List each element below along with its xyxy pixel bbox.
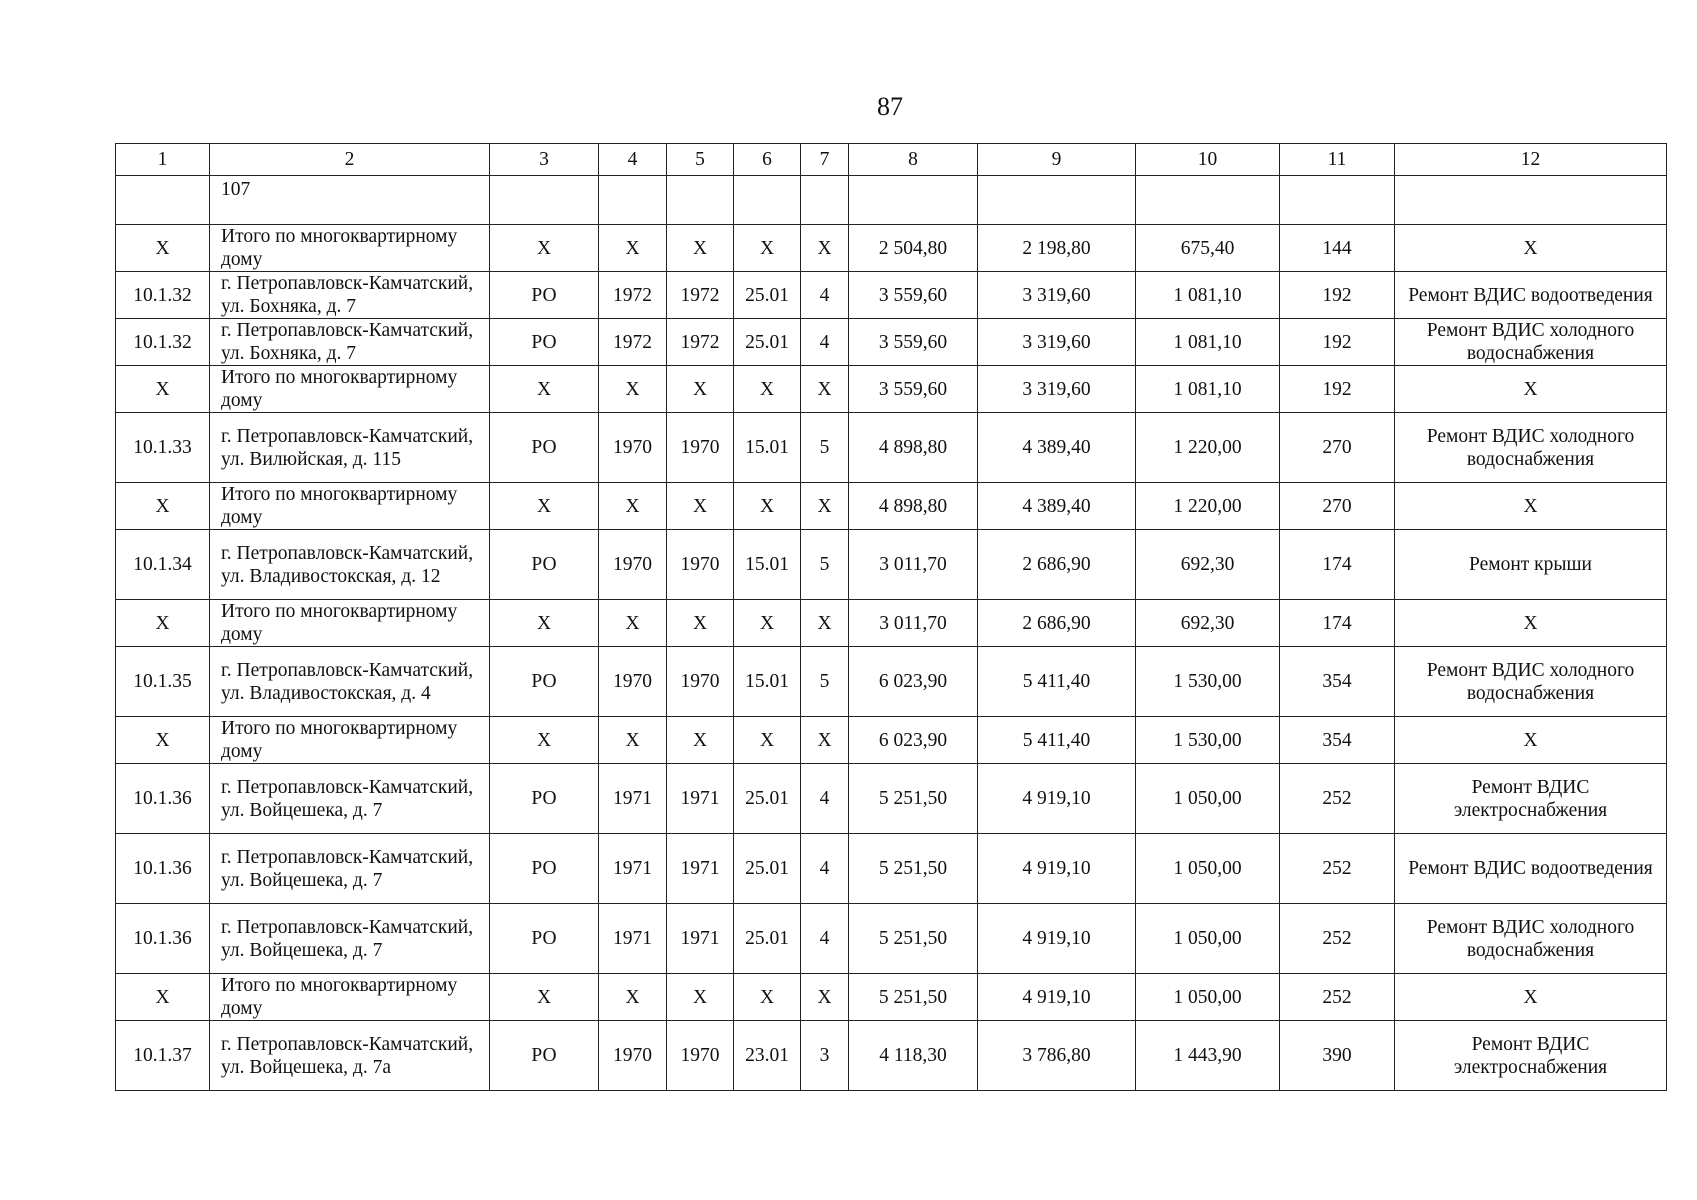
floors-cell: Х bbox=[801, 974, 849, 1021]
living-area-cell: 4 919,10 bbox=[978, 904, 1136, 974]
address-cell: г. Петропавловск-Камчатский, ул. Владивостокская, д. 4 bbox=[210, 647, 490, 717]
wall-material-cell: Х bbox=[734, 225, 801, 272]
table-row bbox=[116, 764, 1667, 834]
item-number-cell: 10.1.33 bbox=[116, 413, 210, 483]
nonresidential-area-cell: 1 081,10 bbox=[1136, 319, 1280, 366]
build-year-cell: Х bbox=[599, 225, 667, 272]
total-area-cell: 3 559,60 bbox=[849, 272, 978, 319]
floors-cell: 4 bbox=[801, 764, 849, 834]
table-row bbox=[116, 647, 1667, 717]
column-number: 11 bbox=[1280, 144, 1395, 176]
nonresidential-area-cell: 1 081,10 bbox=[1136, 366, 1280, 413]
nonresidential-area-cell: 1 220,00 bbox=[1136, 413, 1280, 483]
build-year-cell: Х bbox=[599, 366, 667, 413]
wall-material-cell: 15.01 bbox=[734, 413, 801, 483]
total-area-cell: 4 898,80 bbox=[849, 483, 978, 530]
wall-material-cell: 15.01 bbox=[734, 647, 801, 717]
repair-type-cell: Ремонт ВДИС водоотведения bbox=[1395, 834, 1667, 904]
commission-year-cell: 1970 bbox=[667, 413, 734, 483]
address-cell: г. Петропавловск-Камчатский, ул. Войцешека, д. 7 bbox=[210, 834, 490, 904]
total-area-cell: 6 023,90 bbox=[849, 647, 978, 717]
method-cell: Х bbox=[490, 717, 599, 764]
nonresidential-area-cell: 1 050,00 bbox=[1136, 974, 1280, 1021]
wall-material-cell: 25.01 bbox=[734, 272, 801, 319]
table-row bbox=[116, 1021, 1667, 1091]
wall-material-cell: Х bbox=[734, 717, 801, 764]
commission-year-cell: Х bbox=[667, 974, 734, 1021]
repair-type-cell: Ремонт ВДИС водоотведения bbox=[1395, 272, 1667, 319]
wall-material-cell: 25.01 bbox=[734, 834, 801, 904]
floors-cell: Х bbox=[801, 600, 849, 647]
item-number-cell: 10.1.36 bbox=[116, 764, 210, 834]
address-cell: г. Петропавловск-Камчатский, ул. Вилюйская, д. 115 bbox=[210, 413, 490, 483]
build-year-cell: Х bbox=[599, 600, 667, 647]
residents-cell: 174 bbox=[1280, 530, 1395, 600]
repair-type-cell: Ремонт ВДИС электроснабжения bbox=[1395, 764, 1667, 834]
column-number: 9 bbox=[978, 144, 1136, 176]
continued-row bbox=[116, 176, 1667, 225]
total-area-cell: 5 251,50 bbox=[849, 834, 978, 904]
commission-year-cell: Х bbox=[667, 717, 734, 764]
floors-cell: Х bbox=[801, 366, 849, 413]
column-number: 3 bbox=[490, 144, 599, 176]
method-cell: Х bbox=[490, 366, 599, 413]
residents-cell: 192 bbox=[1280, 272, 1395, 319]
residents-cell: 252 bbox=[1280, 974, 1395, 1021]
repair-type-cell: Х bbox=[1395, 717, 1667, 764]
column-number: 1 bbox=[116, 144, 210, 176]
total-area-cell: 4 118,30 bbox=[849, 1021, 978, 1091]
address-cell: г. Петропавловск-Камчатский, ул. Бохняка, д. 7 bbox=[210, 319, 490, 366]
wall-material-cell: 25.01 bbox=[734, 319, 801, 366]
total-area-cell: 3 559,60 bbox=[849, 319, 978, 366]
item-number-cell: Х bbox=[116, 717, 210, 764]
commission-year-cell: 1970 bbox=[667, 647, 734, 717]
floors-cell: 4 bbox=[801, 319, 849, 366]
build-year-cell: 1971 bbox=[599, 834, 667, 904]
build-year-cell: 1972 bbox=[599, 272, 667, 319]
method-cell: РО bbox=[490, 272, 599, 319]
nonresidential-area-cell: 1 530,00 bbox=[1136, 647, 1280, 717]
total-area-cell: 3 559,60 bbox=[849, 366, 978, 413]
residents-cell: 354 bbox=[1280, 647, 1395, 717]
build-year-cell: 1971 bbox=[599, 764, 667, 834]
wall-material-cell: 23.01 bbox=[734, 1021, 801, 1091]
empty-cell bbox=[1395, 176, 1667, 225]
subtotal-row bbox=[116, 974, 1667, 1021]
method-cell: РО bbox=[490, 319, 599, 366]
item-number-cell: 10.1.34 bbox=[116, 530, 210, 600]
repair-type-cell: Ремонт ВДИС холодного водоснабжения bbox=[1395, 647, 1667, 717]
commission-year-cell: 1970 bbox=[667, 530, 734, 600]
floors-cell: 4 bbox=[801, 272, 849, 319]
wall-material-cell: 25.01 bbox=[734, 764, 801, 834]
table-row bbox=[116, 834, 1667, 904]
method-cell: РО bbox=[490, 413, 599, 483]
floors-cell: 5 bbox=[801, 647, 849, 717]
total-area-cell: 5 251,50 bbox=[849, 904, 978, 974]
empty-cell bbox=[849, 176, 978, 225]
address-cell: Итого по многоквартирному дому bbox=[210, 483, 490, 530]
build-year-cell: 1972 bbox=[599, 319, 667, 366]
repair-type-cell: Х bbox=[1395, 483, 1667, 530]
wall-material-cell: Х bbox=[734, 600, 801, 647]
method-cell: РО bbox=[490, 764, 599, 834]
column-number: 7 bbox=[801, 144, 849, 176]
repair-type-cell: Ремонт ВДИС холодного водоснабжения bbox=[1395, 319, 1667, 366]
commission-year-cell: 1972 bbox=[667, 319, 734, 366]
repair-type-cell: Х bbox=[1395, 225, 1667, 272]
table-row bbox=[116, 904, 1667, 974]
build-year-cell: 1970 bbox=[599, 413, 667, 483]
address-cell: г. Петропавловск-Камчатский, ул. Войцешека, д. 7 bbox=[210, 764, 490, 834]
residents-cell: 192 bbox=[1280, 366, 1395, 413]
total-area-cell: 2 504,80 bbox=[849, 225, 978, 272]
living-area-cell: 3 786,80 bbox=[978, 1021, 1136, 1091]
residents-cell: 390 bbox=[1280, 1021, 1395, 1091]
living-area-cell: 2 686,90 bbox=[978, 530, 1136, 600]
item-number-cell: 10.1.32 bbox=[116, 319, 210, 366]
wall-material-cell: Х bbox=[734, 974, 801, 1021]
floors-cell: Х bbox=[801, 717, 849, 764]
nonresidential-area-cell: 1 530,00 bbox=[1136, 717, 1280, 764]
repair-type-cell: Ремонт крыши bbox=[1395, 530, 1667, 600]
living-area-cell: 4 919,10 bbox=[978, 834, 1136, 904]
total-area-cell: 3 011,70 bbox=[849, 600, 978, 647]
nonresidential-area-cell: 1 050,00 bbox=[1136, 764, 1280, 834]
nonresidential-area-cell: 692,30 bbox=[1136, 600, 1280, 647]
build-year-cell: 1970 bbox=[599, 647, 667, 717]
repair-type-cell: Ремонт ВДИС холодного водоснабжения bbox=[1395, 904, 1667, 974]
table-row bbox=[116, 530, 1667, 600]
living-area-cell: 3 319,60 bbox=[978, 272, 1136, 319]
nonresidential-area-cell: 1 081,10 bbox=[1136, 272, 1280, 319]
subtotal-row bbox=[116, 366, 1667, 413]
commission-year-cell: 1971 bbox=[667, 834, 734, 904]
living-area-cell: 2 198,80 bbox=[978, 225, 1136, 272]
commission-year-cell: 1971 bbox=[667, 764, 734, 834]
commission-year-cell: 1970 bbox=[667, 1021, 734, 1091]
floors-cell: 5 bbox=[801, 413, 849, 483]
living-area-cell: 5 411,40 bbox=[978, 717, 1136, 764]
residents-cell: 270 bbox=[1280, 413, 1395, 483]
address-cell: г. Петропавловск-Камчатский, ул. Владивостокская, д. 12 bbox=[210, 530, 490, 600]
floors-cell: 4 bbox=[801, 904, 849, 974]
subtotal-row bbox=[116, 600, 1667, 647]
residents-cell: 252 bbox=[1280, 904, 1395, 974]
address-cell: г. Петропавловск-Камчатский, ул. Войцешека, д. 7а bbox=[210, 1021, 490, 1091]
living-area-cell: 4 919,10 bbox=[978, 764, 1136, 834]
column-number: 6 bbox=[734, 144, 801, 176]
method-cell: РО bbox=[490, 904, 599, 974]
build-year-cell: Х bbox=[599, 717, 667, 764]
residents-cell: 144 bbox=[1280, 225, 1395, 272]
address-cell: г. Петропавловск-Камчатский, ул. Бохняка, д. 7 bbox=[210, 272, 490, 319]
address-cell: Итого по многоквартирному дому bbox=[210, 717, 490, 764]
nonresidential-area-cell: 675,40 bbox=[1136, 225, 1280, 272]
column-number: 8 bbox=[849, 144, 978, 176]
repair-type-cell: Х bbox=[1395, 366, 1667, 413]
total-area-cell: 3 011,70 bbox=[849, 530, 978, 600]
method-cell: Х bbox=[490, 483, 599, 530]
method-cell: РО bbox=[490, 647, 599, 717]
column-number-row bbox=[116, 144, 1667, 176]
total-area-cell: 5 251,50 bbox=[849, 764, 978, 834]
subtotal-row bbox=[116, 225, 1667, 272]
method-cell: РО bbox=[490, 530, 599, 600]
residents-cell: 252 bbox=[1280, 834, 1395, 904]
item-number-cell: Х bbox=[116, 483, 210, 530]
table-row bbox=[116, 413, 1667, 483]
method-cell: Х bbox=[490, 974, 599, 1021]
build-year-cell: 1971 bbox=[599, 904, 667, 974]
residents-cell: 174 bbox=[1280, 600, 1395, 647]
build-year-cell: 1970 bbox=[599, 530, 667, 600]
total-area-cell: 6 023,90 bbox=[849, 717, 978, 764]
living-area-cell: 5 411,40 bbox=[978, 647, 1136, 717]
empty-cell bbox=[490, 176, 599, 225]
living-area-cell: 3 319,60 bbox=[978, 319, 1136, 366]
residents-cell: 192 bbox=[1280, 319, 1395, 366]
living-area-cell: 4 389,40 bbox=[978, 483, 1136, 530]
nonresidential-area-cell: 692,30 bbox=[1136, 530, 1280, 600]
item-number-cell: Х bbox=[116, 974, 210, 1021]
build-year-cell: Х bbox=[599, 974, 667, 1021]
column-number: 12 bbox=[1395, 144, 1667, 176]
living-area-cell: 4 919,10 bbox=[978, 974, 1136, 1021]
commission-year-cell: 1971 bbox=[667, 904, 734, 974]
floors-cell: 3 bbox=[801, 1021, 849, 1091]
build-year-cell: Х bbox=[599, 483, 667, 530]
method-cell: Х bbox=[490, 225, 599, 272]
item-number-cell: 10.1.37 bbox=[116, 1021, 210, 1091]
residents-cell: 270 bbox=[1280, 483, 1395, 530]
address-cell: г. Петропавловск-Камчатский, ул. Войцешека, д. 7 bbox=[210, 904, 490, 974]
address-cell: Итого по многоквартирному дому bbox=[210, 974, 490, 1021]
residents-cell: 252 bbox=[1280, 764, 1395, 834]
living-area-cell: 4 389,40 bbox=[978, 413, 1136, 483]
item-number-cell: Х bbox=[116, 225, 210, 272]
nonresidential-area-cell: 1 443,90 bbox=[1136, 1021, 1280, 1091]
empty-cell bbox=[667, 176, 734, 225]
item-number-cell: 10.1.36 bbox=[116, 904, 210, 974]
empty-cell bbox=[734, 176, 801, 225]
method-cell: Х bbox=[490, 600, 599, 647]
subtotal-row bbox=[116, 717, 1667, 764]
repair-type-cell: Ремонт ВДИС холодного водоснабжения bbox=[1395, 413, 1667, 483]
address-cell: Итого по многоквартирному дому bbox=[210, 225, 490, 272]
commission-year-cell: Х bbox=[667, 366, 734, 413]
item-number-cell: 10.1.32 bbox=[116, 272, 210, 319]
floors-cell: 4 bbox=[801, 834, 849, 904]
commission-year-cell: Х bbox=[667, 600, 734, 647]
floors-cell: Х bbox=[801, 483, 849, 530]
commission-year-cell: Х bbox=[667, 225, 734, 272]
total-area-cell: 5 251,50 bbox=[849, 974, 978, 1021]
column-number: 10 bbox=[1136, 144, 1280, 176]
method-cell: РО bbox=[490, 834, 599, 904]
nonresidential-area-cell: 1 050,00 bbox=[1136, 834, 1280, 904]
floors-cell: Х bbox=[801, 225, 849, 272]
item-number-cell: Х bbox=[116, 366, 210, 413]
wall-material-cell: 25.01 bbox=[734, 904, 801, 974]
living-area-cell: 3 319,60 bbox=[978, 366, 1136, 413]
page-number: 87 bbox=[877, 92, 903, 121]
nonresidential-area-cell: 1 220,00 bbox=[1136, 483, 1280, 530]
commission-year-cell: Х bbox=[667, 483, 734, 530]
commission-year-cell: 1972 bbox=[667, 272, 734, 319]
subtotal-row bbox=[116, 483, 1667, 530]
item-number-cell: Х bbox=[116, 600, 210, 647]
total-area-cell: 4 898,80 bbox=[849, 413, 978, 483]
residents-cell: 354 bbox=[1280, 717, 1395, 764]
living-area-cell: 2 686,90 bbox=[978, 600, 1136, 647]
empty-cell bbox=[1136, 176, 1280, 225]
column-number: 5 bbox=[667, 144, 734, 176]
table-row bbox=[116, 319, 1667, 366]
column-number: 2 bbox=[210, 144, 490, 176]
floors-cell: 5 bbox=[801, 530, 849, 600]
wall-material-cell: Х bbox=[734, 483, 801, 530]
address-cell: Итого по многоквартирному дому bbox=[210, 366, 490, 413]
method-cell: РО bbox=[490, 1021, 599, 1091]
continued-address-fragment: 107 bbox=[210, 176, 490, 225]
address-cell: Итого по многоквартирному дому bbox=[210, 600, 490, 647]
housing-repair-table bbox=[115, 143, 1667, 1091]
wall-material-cell: 15.01 bbox=[734, 530, 801, 600]
empty-cell bbox=[978, 176, 1136, 225]
table-row bbox=[116, 272, 1667, 319]
repair-type-cell: Х bbox=[1395, 974, 1667, 1021]
item-number-cell: 10.1.36 bbox=[116, 834, 210, 904]
empty-cell bbox=[116, 176, 210, 225]
empty-cell bbox=[1280, 176, 1395, 225]
wall-material-cell: Х bbox=[734, 366, 801, 413]
repair-type-cell: Ремонт ВДИС электроснабжения bbox=[1395, 1021, 1667, 1091]
nonresidential-area-cell: 1 050,00 bbox=[1136, 904, 1280, 974]
item-number-cell: 10.1.35 bbox=[116, 647, 210, 717]
column-number: 4 bbox=[599, 144, 667, 176]
repair-type-cell: Х bbox=[1395, 600, 1667, 647]
build-year-cell: 1970 bbox=[599, 1021, 667, 1091]
empty-cell bbox=[801, 176, 849, 225]
empty-cell bbox=[599, 176, 667, 225]
